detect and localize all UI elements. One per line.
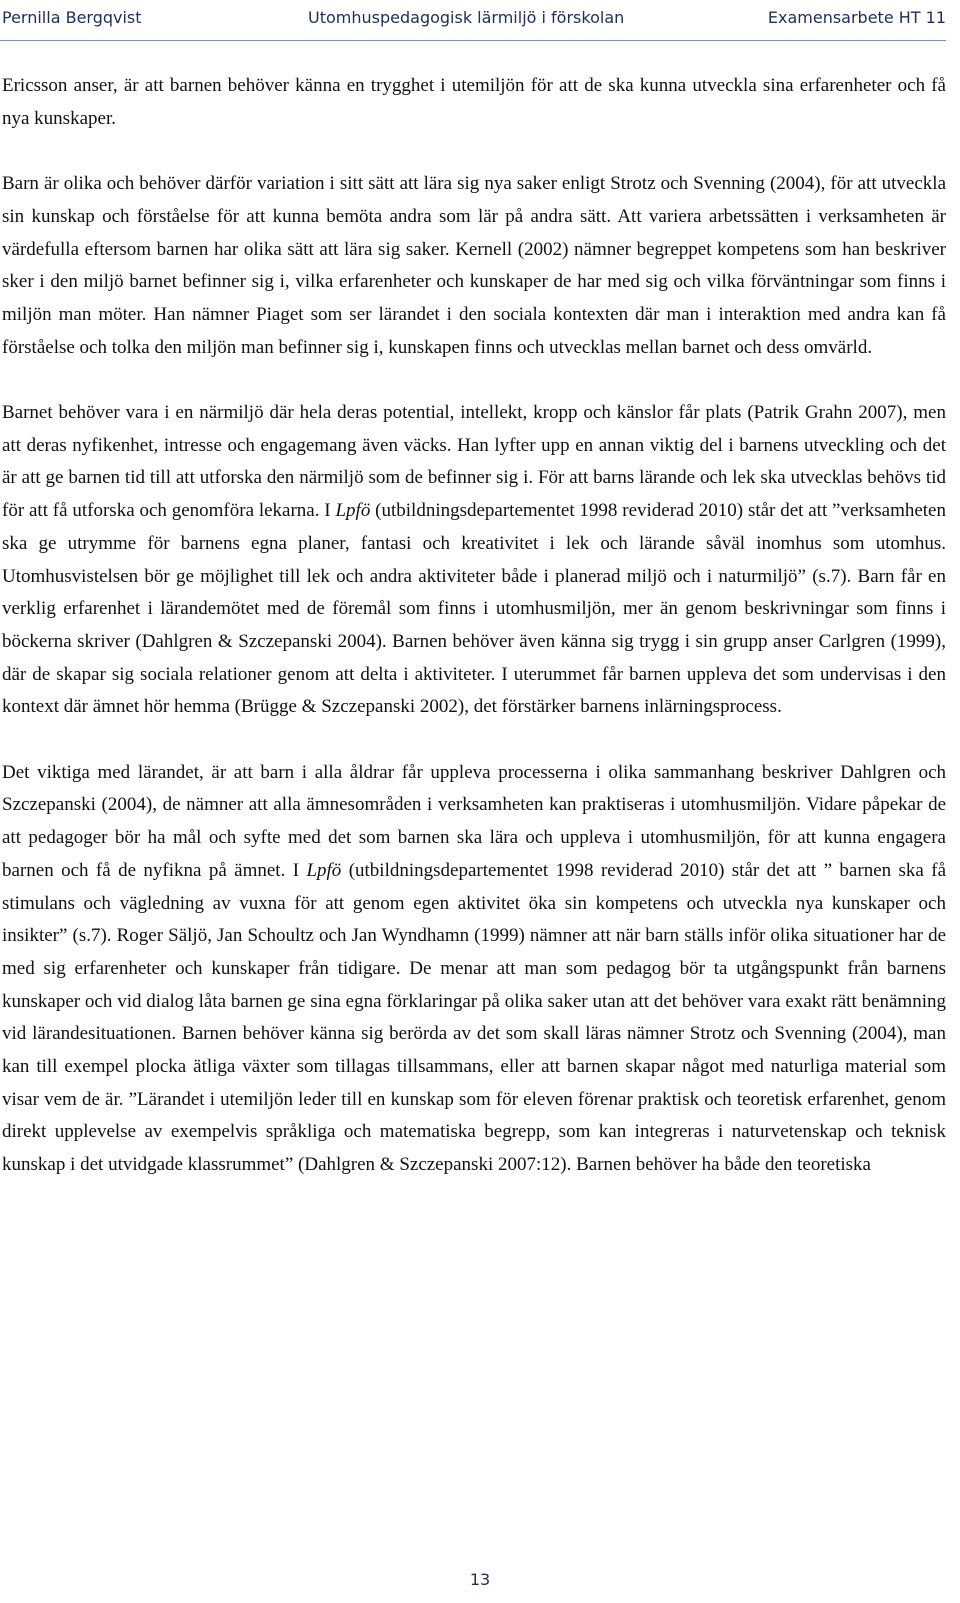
paragraph-3-part-1: Barnet behöver vara i en närmiljö där hela deras potential, intellekt, kropp och känslor får plats (Patrik Grahn 2007), men att deras nyfikenhet, intresse och engagemang även väcks. Han lyfter upp en annan viktig del i barnens utveckling och det är att ge barnen tid till att utforska den närmiljö som de befinner sig i. För att barns lärande och lek ska utvecklas behövs tid för att få utforska och genomföra lekarna. I — [2, 402, 946, 522]
paragraph-1: Ericsson anser, är att barnen behöver känna en trygghet i utemiljön för att de ska kunna utveckla sina erfarenheter och få nya kunskaper. — [2, 75, 946, 129]
paragraph-4-part-2: (utbildningsdepartementet 1998 reviderad 2010) står det att ” barnen ska få stimulans och vägledning av vuxna för att genom egen aktivitet öka sin kompetens och utveckla nya kunskaper och insikter” (s.7). Roger Säljö, Jan Schoultz och Jan Wyndhamn (1999) nämner att när barn ställs inför olika situationer har de med sig erfarenheter och kunskaper från tidigare. De menar att man som pedagog bör ta utgångspunkt från barnens kunskaper och vid dialog låta barnen ge sina egna förklaringar på olika saker utan att det behöver vara exakt rätt benämning vid lärandesituationen. Barnen behöver känna sig berörda av det som skall läras nämner Strotz och Svenning (2004), man kan till exempel plocka ätliga växter som tillagas tillsammans, eller att barnen skapar något med naturliga material som visar vem de är. ”Lärandet i utemiljön leder till en kunskap som för eleven förenar praktisk och teoretisk erfarenhet, genom direkt upplevelse av exempelvis språkliga och matematiska begrepp, som kan integreras i naturvetenskap och teknisk kunskap i det utvidgade klassrummet” (Dahlgren & Szczepanski 2007:12). Barnen behöver ha både den teoretiska — [2, 859, 946, 1176]
paragraph-2: Barn är olika och behöver därför variation i sitt sätt att lära sig nya saker enligt Strotz och Svenning (2004), för att utveckla sin kunskap och förståelse för att kunna bemöta andra som lär på andra sätt. Att variera arbetssätten i verksamheten är värdefulla eftersom barnen har olika sätt att lära sig saker. Kernell (2002) nämner begreppet kompetens som han beskriver sker i den miljö barnet befinner sig i, vilka erfarenheter och kunskaper de har med sig och vilka förväntningar som finns i miljön man möter. Han nämner Piaget som ser lärandet i den sociala kontexten där man i interaktion med andra kan få förståelse och tolka den miljön man befinner sig i, kunskapen finns och utvecklas mellan barnet och dess omvärld. — [2, 173, 946, 358]
paragraph-4-lpfo: Lpfö — [306, 859, 342, 881]
header-divider — [0, 40, 946, 41]
header-title: Utomhuspedagogisk lärmiljö i förskolan — [308, 8, 625, 27]
paragraph-3-part-2: (utbildningsdepartementet 1998 reviderad 2010) står det att ”verksamheten ska ge utrymme för barnens egna planer, fantasi och kreativitet i lek och lärande såväl inomhus som utomhus. Utomhusvistelsen bör ge möjlighet till lek och andra aktiviteter både i planerad miljö och i naturmiljö” (s.7). Barn får en verklig erfarenhet i lärandemötet med de föremål som finns i utomhusmiljön, mer än genom beskrivningar som finns i böckerna skriver (Dahlgren & Szczepanski 2004). Barnen behöver även känna sig trygg i sin grupp anser Carlgren (1999), där de skapar sig sociala relationer genom att delta i aktiviteter. I uterummet får barnen uppleva det som undervisas i den kontext där ämnet hör hemma (Brügge & Szczepanski 2002), det förstärker barnens inlärningsprocess. — [2, 500, 946, 718]
page-number: 13 — [469, 1570, 491, 1589]
body-text — [2, 70, 946, 1182]
paragraph-4 — [2, 757, 946, 1182]
paragraph-3-lpfo: Lpfö — [335, 500, 371, 522]
page-header — [0, 6, 946, 34]
header-author: Pernilla Bergqvist — [2, 8, 142, 27]
paragraph-4-part-1: Det viktiga med lärandet, är att barn i alla åldrar får uppleva processerna i olika sammanhang beskriver Dahlgren och Szczepanski (2004), de nämner att alla ämnesområden i verksamheten kan praktiseras i utomhusmiljön. Vidare påpekar de att pedagoger bör ha mål och syfte med det som barnen ska lära och uppleva i utomhusmiljön, för att kunna engagera barnen och få de nyfikna på ämnet. I — [2, 761, 946, 881]
paragraph-3 — [2, 397, 946, 724]
header-course: Examensarbete HT 11 — [767, 8, 946, 27]
